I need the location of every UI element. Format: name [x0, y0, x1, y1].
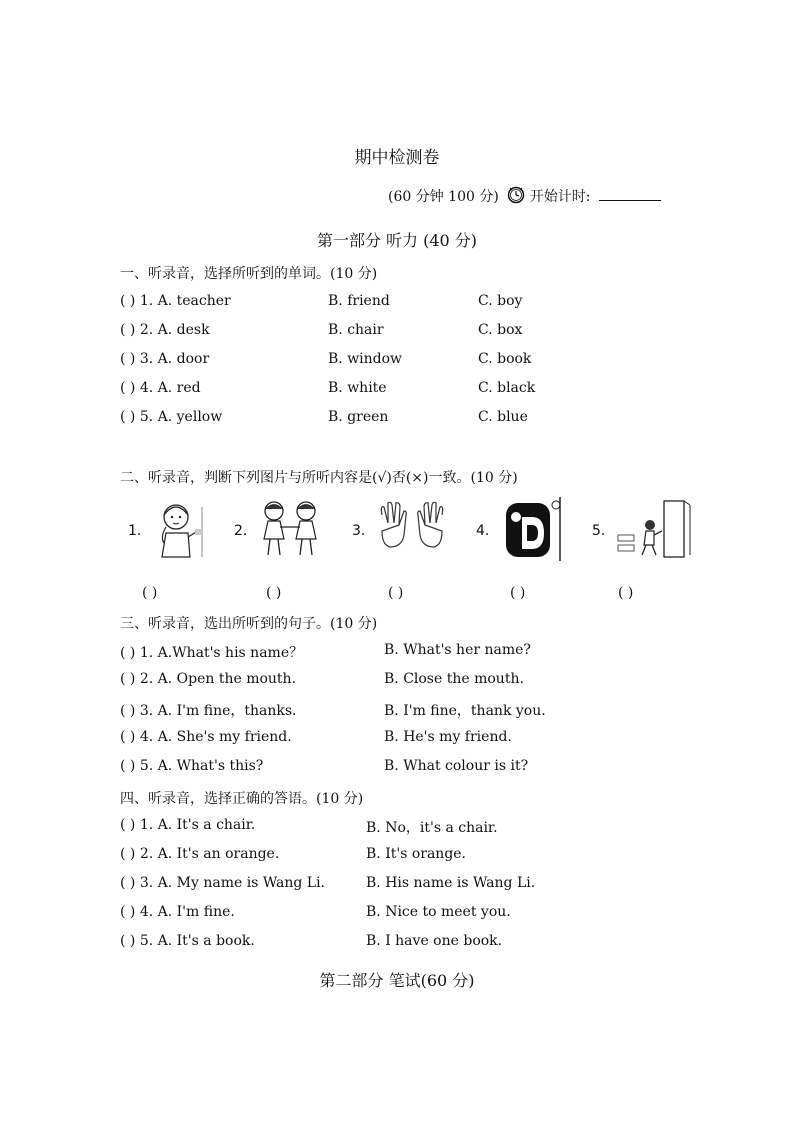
answer-bracket[interactable]: ( )	[266, 585, 282, 601]
section1-heading: 一、听录音，选择所听到的单词。(10 分)	[120, 266, 378, 282]
picture-number: 3.	[352, 523, 366, 539]
question-option-a[interactable]: ( ) 1. A.What's his name？	[120, 645, 304, 661]
cartoon-face-icon	[500, 495, 564, 563]
part1-heading: 第一部分 听力 (40 分)	[316, 231, 478, 250]
answer-bracket[interactable]: ( )	[618, 585, 634, 601]
start-time-label: 开始计时:	[529, 189, 591, 205]
page-title: 期中检测卷	[354, 148, 440, 168]
clock-icon	[507, 186, 525, 204]
question-option-a[interactable]: ( ) 2. A. It's an orange.	[120, 846, 280, 862]
start-time-blank[interactable]	[599, 188, 661, 201]
two-children-icon	[256, 497, 326, 559]
option-b: B. window	[328, 351, 403, 367]
question-option-a[interactable]: ( ) 3. A. My name is Wang Li.	[120, 875, 325, 891]
picture-number: 2.	[234, 523, 248, 539]
option-c: C. book	[478, 351, 532, 367]
option-c: C. blue	[478, 409, 528, 425]
question-option-a[interactable]: ( ) 1. A. It's a chair.	[120, 817, 256, 833]
option-b: B. His name is Wang Li.	[366, 875, 536, 891]
option-b: B. It's orange.	[366, 846, 467, 862]
option-b: B. No，it's a chair.	[366, 820, 498, 836]
picture-number: 1.	[128, 523, 142, 539]
option-b: B. What colour is it?	[384, 758, 529, 774]
question-option-a[interactable]: ( ) 5. A. It's a book.	[120, 933, 255, 949]
option-b: B. friend	[328, 293, 390, 309]
question-option-a[interactable]: ( ) 3. A. door	[120, 351, 210, 367]
hands-icon	[376, 501, 448, 551]
question-option-a[interactable]: ( ) 5. A. What's this?	[120, 758, 264, 774]
option-b: B. I'm fine，thank you.	[384, 703, 546, 719]
option-c: C. boy	[478, 293, 523, 309]
question-option-a[interactable]: ( ) 2. A. Open the mouth.	[120, 671, 297, 687]
picture-number: 4.	[476, 523, 490, 539]
answer-bracket[interactable]: ( )	[142, 585, 158, 601]
option-b: B. white	[328, 380, 387, 396]
option-b: B. What's her name?	[384, 642, 531, 658]
question-option-a[interactable]: ( ) 2. A. desk	[120, 322, 210, 338]
section3-heading: 三、听录音，选出所听到的句子。(10 分)	[120, 616, 378, 632]
answer-bracket[interactable]: ( )	[510, 585, 526, 601]
option-b: B. He's my friend.	[384, 729, 512, 745]
section2-heading: 二、听录音，判断下列图片与所听内容是(√)否(×)一致。(10 分)	[120, 470, 518, 486]
option-b: B. chair	[328, 322, 384, 338]
question-option-a[interactable]: ( ) 3. A. I'm fine，thanks.	[120, 703, 297, 719]
question-option-a[interactable]: ( ) 4. A. I'm fine.	[120, 904, 235, 920]
girl-pointing-icon	[150, 497, 208, 559]
option-b: B. green	[328, 409, 389, 425]
answer-bracket[interactable]: ( )	[388, 585, 404, 601]
option-c: C. box	[478, 322, 523, 338]
part2-heading: 第二部分 笔试(60 分)	[319, 971, 475, 990]
question-option-a[interactable]: ( ) 5. A. yellow	[120, 409, 223, 425]
option-c: C. black	[478, 380, 536, 396]
option-b: B. I have one book.	[366, 933, 503, 949]
question-option-a[interactable]: ( ) 4. A. She's my friend.	[120, 729, 292, 745]
child-at-door-icon	[616, 499, 692, 559]
section4-heading: 四、听录音，选择正确的答语。(10 分)	[120, 791, 364, 807]
exam-meta	[388, 186, 661, 206]
picture-number: 5.	[592, 523, 606, 539]
option-b: B. Close the mouth.	[384, 671, 524, 687]
question-option-a[interactable]: ( ) 1. A. teacher	[120, 293, 231, 309]
option-b: B. Nice to meet you.	[366, 904, 511, 920]
question-option-a[interactable]: ( ) 4. A. red	[120, 380, 201, 396]
duration-score: (60 分钟 100 分)	[388, 189, 499, 205]
